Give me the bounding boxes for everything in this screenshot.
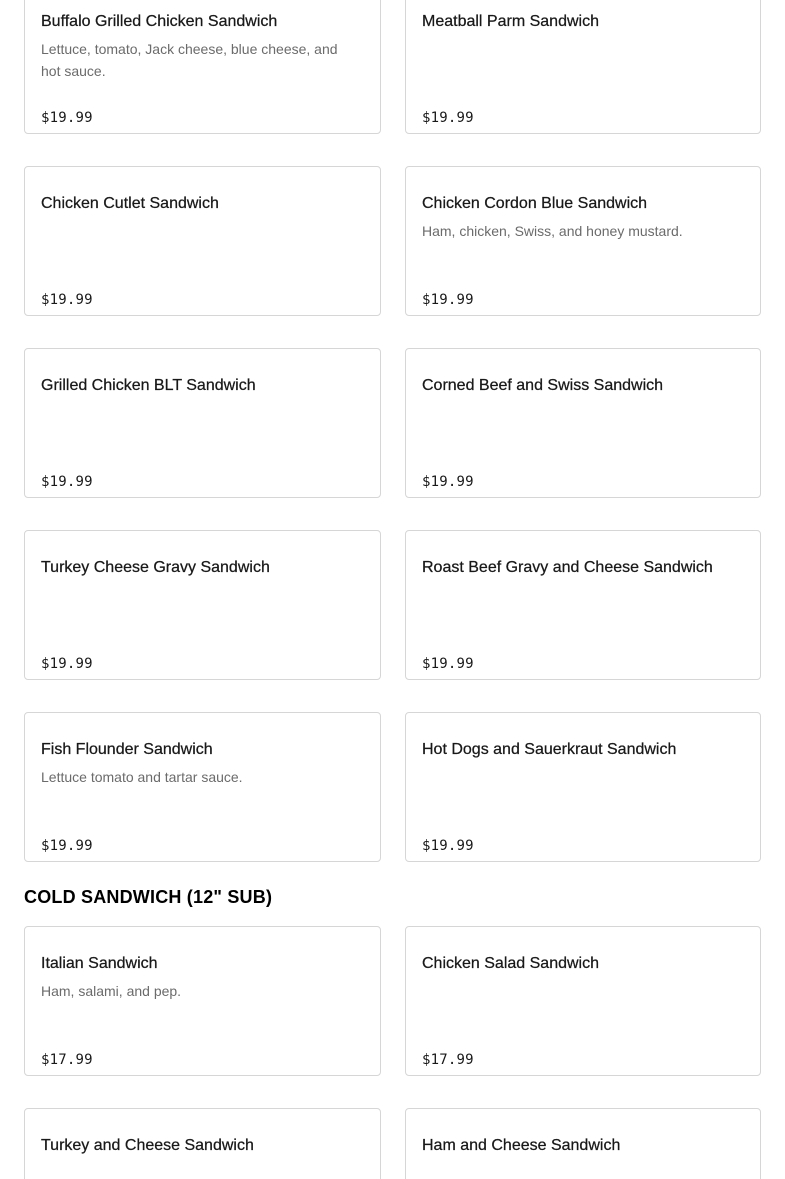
menu-item-price: $19.99 bbox=[422, 656, 474, 672]
menu-item-name: Fish Flounder Sandwich bbox=[41, 741, 213, 758]
menu-item-card[interactable] bbox=[24, 712, 381, 862]
menu-item-price: $19.99 bbox=[41, 292, 93, 308]
menu-item-name: Meatball Parm Sandwich bbox=[422, 13, 599, 30]
menu-item-name: Turkey Cheese Gravy Sandwich bbox=[41, 559, 270, 576]
hot-sandwich-grid bbox=[24, 0, 761, 862]
menu-item-name: Corned Beef and Swiss Sandwich bbox=[422, 377, 664, 394]
menu-item-card[interactable] bbox=[24, 1108, 381, 1179]
cold-sandwich-grid bbox=[24, 926, 761, 1179]
menu-item-price: $19.99 bbox=[41, 474, 93, 490]
menu-item-name: Chicken Cutlet Sandwich bbox=[41, 195, 219, 212]
menu-item-name: Buffalo Grilled Chicken Sandwich bbox=[41, 13, 278, 30]
section-title: COLD SANDWICH (12" SUB) bbox=[24, 887, 273, 907]
menu-item-card[interactable] bbox=[24, 0, 381, 134]
menu-item-price: $17.99 bbox=[422, 1052, 474, 1068]
menu-item-price: $19.99 bbox=[41, 110, 93, 126]
menu-item-name: Hot Dogs and Sauerkraut Sandwich bbox=[422, 741, 677, 758]
menu-item-name: Grilled Chicken BLT Sandwich bbox=[41, 377, 256, 394]
menu-item-card[interactable] bbox=[405, 530, 761, 680]
menu-item-price: $17.99 bbox=[41, 1052, 93, 1068]
menu-item-card[interactable] bbox=[24, 348, 381, 498]
menu-item-card[interactable] bbox=[405, 1108, 761, 1179]
menu-item-name: Ham and Cheese Sandwich bbox=[422, 1137, 621, 1154]
menu-item-name: Chicken Cordon Blue Sandwich bbox=[422, 195, 648, 212]
menu-item-card[interactable] bbox=[24, 530, 381, 680]
menu-item-price: $19.99 bbox=[41, 838, 93, 854]
menu-item-card[interactable] bbox=[405, 712, 761, 862]
menu-item-name: Chicken Salad Sandwich bbox=[422, 955, 599, 972]
menu-item-description: Ham, salami, and pep. bbox=[41, 983, 182, 999]
menu-item-price: $19.99 bbox=[422, 474, 474, 490]
menu-item-name: Roast Beef Gravy and Cheese Sandwich bbox=[422, 559, 713, 576]
menu-item-card[interactable] bbox=[405, 166, 761, 316]
menu-item-card[interactable] bbox=[24, 926, 381, 1076]
menu-item-price: $19.99 bbox=[422, 292, 474, 308]
menu-item-card[interactable] bbox=[405, 348, 761, 498]
menu-item-description: Lettuce tomato and tartar sauce. bbox=[41, 769, 243, 785]
menu-item-card[interactable] bbox=[24, 166, 381, 316]
menu-item-price: $19.99 bbox=[422, 110, 474, 126]
menu-item-name: Turkey and Cheese Sandwich bbox=[41, 1137, 254, 1154]
menu-item-price: $19.99 bbox=[422, 838, 474, 854]
menu-item-description: Lettuce, tomato, Jack cheese, blue cheese, and hot sauce. bbox=[41, 41, 338, 79]
menu-item-card[interactable] bbox=[405, 0, 761, 134]
menu-item-card[interactable] bbox=[405, 926, 761, 1076]
menu-item-name: Italian Sandwich bbox=[41, 955, 158, 972]
menu-item-price: $19.99 bbox=[41, 656, 93, 672]
menu-item-description: Ham, chicken, Swiss, and honey mustard. bbox=[422, 223, 683, 239]
